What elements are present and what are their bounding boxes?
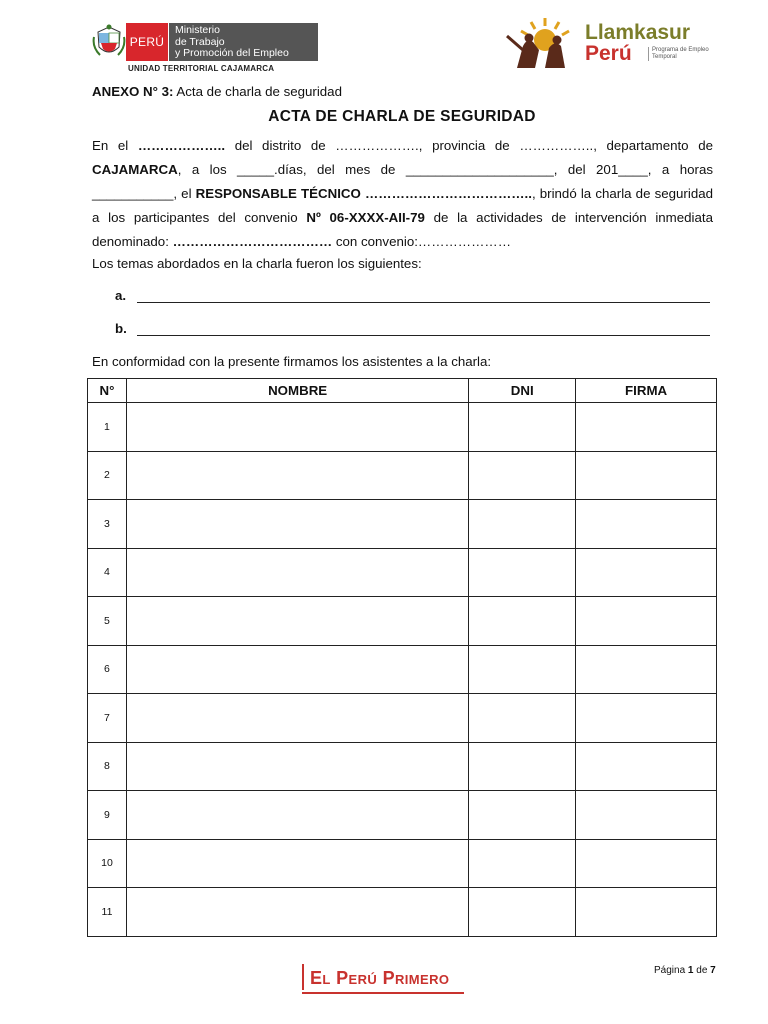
dni-cell[interactable]: [469, 500, 576, 549]
header-name: NOMBRE: [126, 379, 468, 403]
intro-paragraph: [92, 134, 713, 254]
name-cell[interactable]: [126, 451, 468, 500]
signature-cell[interactable]: [576, 742, 717, 791]
paragraph-denomination-field: ………………………………: [172, 234, 336, 249]
dni-cell[interactable]: [469, 839, 576, 888]
header-dni: DNI: [469, 379, 576, 403]
dni-cell[interactable]: [469, 597, 576, 646]
el-peru-primero-logo: [302, 962, 464, 994]
table-row: [88, 645, 717, 694]
table-row: [88, 500, 717, 549]
dni-cell[interactable]: [469, 791, 576, 840]
logo-bar-bottom: [302, 992, 464, 994]
topic-label: a.: [115, 288, 127, 303]
row-number: 10: [88, 839, 127, 888]
signature-cell[interactable]: [576, 888, 717, 937]
program-subtitle-line-2: Temporal: [652, 54, 677, 60]
dni-cell[interactable]: [469, 694, 576, 743]
signature-cell[interactable]: [576, 645, 717, 694]
territorial-unit: UNIDAD TERRITORIAL CAJAMARCA: [128, 64, 275, 73]
ministry-line-2: de Trabajo: [175, 35, 225, 48]
name-cell[interactable]: [126, 791, 468, 840]
row-number: 4: [88, 548, 127, 597]
ministry-line-3: y Promoción del Empleo: [175, 47, 289, 59]
ministry-logo: [92, 23, 318, 75]
topic-item-a: [115, 288, 710, 308]
signature-cell[interactable]: [576, 548, 717, 597]
row-number: 2: [88, 451, 127, 500]
dni-cell[interactable]: [469, 548, 576, 597]
page-of: de: [693, 965, 711, 976]
peru-coat-of-arms-icon: [92, 23, 126, 61]
workers-sun-icon: [505, 16, 581, 70]
row-number: 7: [88, 694, 127, 743]
topic-item-b: [115, 321, 710, 341]
signature-cell[interactable]: [576, 500, 717, 549]
page-prefix: Página: [654, 965, 688, 976]
table-row: [88, 839, 717, 888]
row-number: 3: [88, 500, 127, 549]
table-row: [88, 888, 717, 937]
llamkasur-logo: [505, 16, 715, 70]
topic-label: b.: [115, 321, 127, 336]
page-indicator: [654, 965, 716, 976]
table-row: [88, 403, 717, 452]
row-number: 6: [88, 645, 127, 694]
name-cell[interactable]: [126, 403, 468, 452]
topic-blank-line[interactable]: [137, 302, 710, 303]
name-cell[interactable]: [126, 645, 468, 694]
header-number: N°: [88, 379, 127, 403]
dni-cell[interactable]: [469, 403, 576, 452]
paragraph-agreement-number: Nº 06-XXXX-AII-79: [306, 210, 425, 225]
page-total: 7: [710, 965, 716, 976]
table-row: [88, 742, 717, 791]
topics-intro: Los temas abordados en la charla fueron los siguientes:: [92, 256, 422, 271]
paragraph-responsible: RESPONSABLE TÉCNICO ………………………………..: [195, 186, 532, 201]
signature-cell[interactable]: [576, 597, 717, 646]
dni-cell[interactable]: [469, 888, 576, 937]
name-cell[interactable]: [126, 500, 468, 549]
row-number: 5: [88, 597, 127, 646]
name-cell[interactable]: [126, 548, 468, 597]
signature-cell[interactable]: [576, 451, 717, 500]
annex-line: [92, 84, 342, 99]
paragraph-department: CAJAMARCA: [92, 162, 178, 177]
attendance-table: [87, 378, 717, 937]
table-header-row: [88, 379, 717, 403]
ministry-line-1: Ministerio: [175, 24, 220, 36]
row-number: 8: [88, 742, 127, 791]
annex-label: ANEXO N° 3:: [92, 84, 174, 99]
signature-cell[interactable]: [576, 839, 717, 888]
dni-cell[interactable]: [469, 451, 576, 500]
table-row: [88, 694, 717, 743]
logo-bar-left: [302, 964, 304, 990]
page-current: 1: [687, 965, 694, 976]
name-cell[interactable]: [126, 742, 468, 791]
table-row: [88, 451, 717, 500]
annex-text: Acta de charla de seguridad: [173, 84, 342, 99]
ministry-name: [169, 23, 318, 61]
paragraph-place-field: ………………..: [137, 138, 235, 153]
paragraph-text-4: , brindó la charla de seguridad a los participantes del convenio: [92, 186, 714, 225]
signature-cell[interactable]: [576, 791, 717, 840]
paragraph-text-1: En el: [92, 138, 138, 153]
paragraph-text-6: con convenio:…………………: [335, 234, 511, 249]
name-cell[interactable]: [126, 888, 468, 937]
row-number: 1: [88, 403, 127, 452]
brand-name-line-1: Llamkasur: [585, 21, 691, 44]
name-cell[interactable]: [126, 839, 468, 888]
paragraph-text-5: de la actividades de intervención inmediata denominado:: [92, 210, 713, 249]
dni-cell[interactable]: [469, 645, 576, 694]
name-cell[interactable]: [126, 597, 468, 646]
peru-label: PERÚ: [126, 23, 168, 61]
table-body: [88, 403, 717, 937]
program-subtitle-line-1: Programa de Empleo: [652, 47, 709, 53]
dni-cell[interactable]: [469, 742, 576, 791]
table-row: [88, 597, 717, 646]
name-cell[interactable]: [126, 694, 468, 743]
program-subtitle: [648, 47, 716, 61]
signature-cell[interactable]: [576, 694, 717, 743]
row-number: 11: [88, 888, 127, 937]
slogan-text: El Perú Primero: [310, 968, 450, 988]
document-title: ACTA DE CHARLA DE SEGURIDAD: [268, 108, 536, 125]
header-signature: FIRMA: [576, 379, 717, 403]
row-number: 9: [88, 791, 127, 840]
table-row: [88, 548, 717, 597]
signature-cell[interactable]: [576, 403, 717, 452]
table-row: [88, 791, 717, 840]
brand-name-line-2: Perú: [585, 42, 632, 65]
conformity-text: En conformidad con la presente firmamos los asistentes a la charla:: [92, 354, 492, 369]
topic-blank-line[interactable]: [137, 335, 710, 336]
paragraph-text-2: del distrito de ………………., provincia de …………….., departamento de: [234, 138, 713, 153]
paragraph-text-3: , a los _____.días, del mes de ____________________, del 201____, a horas ___________, el: [92, 162, 713, 201]
